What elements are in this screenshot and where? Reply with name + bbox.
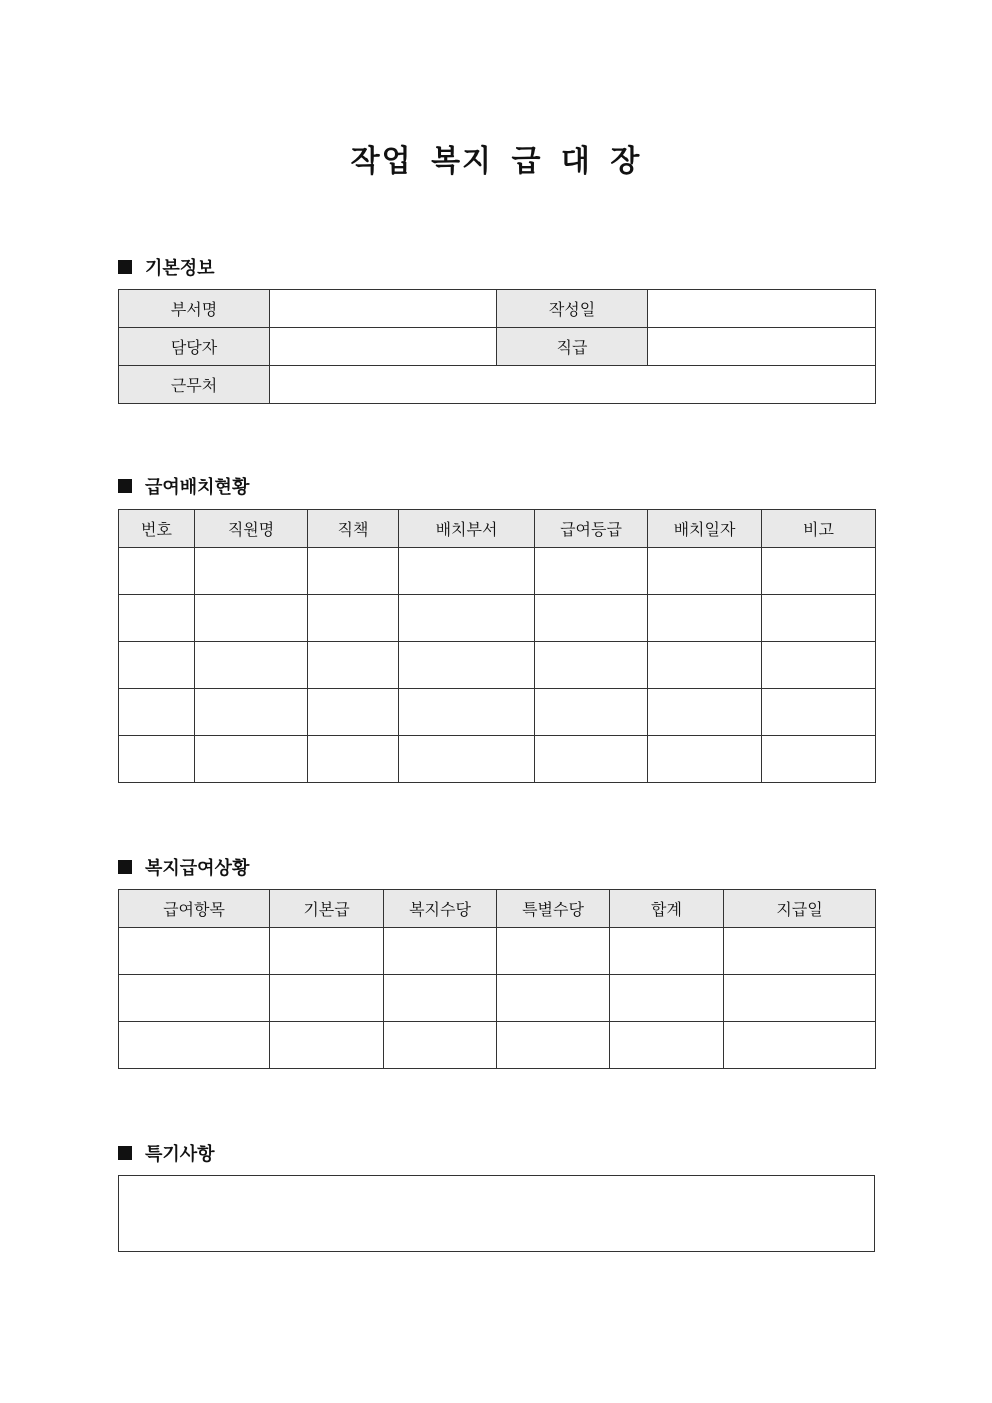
welfare-pay-heading-text: 복지급여상황 bbox=[145, 858, 250, 879]
table-cell[interactable] bbox=[308, 548, 399, 595]
basic-info-heading-text: 기본정보 bbox=[145, 258, 215, 279]
table-cell[interactable] bbox=[762, 548, 876, 595]
table-row bbox=[119, 595, 876, 642]
table-cell[interactable] bbox=[119, 1022, 270, 1069]
remarks-heading-text: 특기사항 bbox=[145, 1144, 215, 1165]
table-cell[interactable] bbox=[762, 736, 876, 783]
table-cell[interactable] bbox=[762, 642, 876, 689]
table-cell[interactable] bbox=[648, 736, 762, 783]
table-cell[interactable] bbox=[119, 642, 195, 689]
column-header: 배치일자 bbox=[648, 510, 762, 548]
table-cell[interactable] bbox=[535, 595, 648, 642]
assignment-table bbox=[118, 509, 876, 783]
table-cell[interactable] bbox=[535, 689, 648, 736]
column-header: 복지수당 bbox=[384, 890, 497, 928]
table-cell[interactable] bbox=[610, 975, 724, 1022]
workplace-field[interactable] bbox=[270, 366, 876, 404]
date-written-field[interactable] bbox=[648, 290, 876, 328]
table-cell[interactable] bbox=[535, 548, 648, 595]
table-cell[interactable] bbox=[399, 548, 535, 595]
table-cell[interactable] bbox=[497, 1022, 610, 1069]
table-row bbox=[119, 689, 876, 736]
basic-info-heading bbox=[118, 254, 215, 280]
table-cell[interactable] bbox=[384, 928, 497, 975]
table-cell[interactable] bbox=[724, 1022, 876, 1069]
table-cell[interactable] bbox=[610, 1022, 724, 1069]
table-cell[interactable] bbox=[119, 975, 270, 1022]
square-bullet-icon bbox=[118, 860, 132, 874]
table-cell[interactable] bbox=[119, 928, 270, 975]
column-header: 급여항목 bbox=[119, 890, 270, 928]
table-cell[interactable] bbox=[648, 548, 762, 595]
table-cell[interactable] bbox=[270, 1022, 384, 1069]
table-cell[interactable] bbox=[119, 689, 195, 736]
column-header: 직원명 bbox=[195, 510, 308, 548]
table-cell[interactable] bbox=[195, 595, 308, 642]
rank-label: 직급 bbox=[497, 328, 648, 366]
table-cell[interactable] bbox=[195, 548, 308, 595]
manager-label: 담당자 bbox=[119, 328, 270, 366]
column-header: 합계 bbox=[610, 890, 724, 928]
rank-field[interactable] bbox=[648, 328, 876, 366]
table-cell[interactable] bbox=[308, 736, 399, 783]
table-cell[interactable] bbox=[384, 975, 497, 1022]
welfare-pay-heading bbox=[118, 854, 249, 880]
column-header: 급여등급 bbox=[535, 510, 648, 548]
column-header: 지급일 bbox=[724, 890, 876, 928]
header-row bbox=[119, 890, 876, 928]
table-cell[interactable] bbox=[648, 642, 762, 689]
table-cell[interactable] bbox=[648, 689, 762, 736]
column-header: 특별수당 bbox=[497, 890, 610, 928]
assignment-heading-text: 급여배치현황 bbox=[145, 477, 250, 498]
table-cell[interactable] bbox=[270, 928, 384, 975]
table-row bbox=[119, 642, 876, 689]
remarks-box[interactable] bbox=[118, 1175, 875, 1252]
table-cell[interactable] bbox=[270, 975, 384, 1022]
table-cell[interactable] bbox=[399, 689, 535, 736]
table-row bbox=[119, 975, 876, 1022]
table-cell[interactable] bbox=[119, 736, 195, 783]
table-cell[interactable] bbox=[195, 736, 308, 783]
department-field[interactable] bbox=[270, 290, 497, 328]
table-cell[interactable] bbox=[399, 642, 535, 689]
remarks-heading bbox=[118, 1140, 215, 1166]
table-cell[interactable] bbox=[399, 736, 535, 783]
table-cell[interactable] bbox=[308, 689, 399, 736]
workplace-label: 근무처 bbox=[119, 366, 270, 404]
table-row bbox=[119, 736, 876, 783]
square-bullet-icon bbox=[118, 479, 132, 493]
column-header: 직책 bbox=[308, 510, 399, 548]
square-bullet-icon bbox=[118, 1146, 132, 1160]
basic-info-table bbox=[118, 289, 876, 404]
table-row bbox=[119, 928, 876, 975]
column-header: 배치부서 bbox=[399, 510, 535, 548]
table-row bbox=[119, 1022, 876, 1069]
table-cell[interactable] bbox=[195, 642, 308, 689]
table-row bbox=[119, 290, 876, 328]
table-cell[interactable] bbox=[762, 689, 876, 736]
table-cell[interactable] bbox=[384, 1022, 497, 1069]
table-cell[interactable] bbox=[119, 548, 195, 595]
table-cell[interactable] bbox=[724, 928, 876, 975]
table-cell[interactable] bbox=[308, 595, 399, 642]
table-cell[interactable] bbox=[610, 928, 724, 975]
table-cell[interactable] bbox=[195, 689, 308, 736]
table-cell[interactable] bbox=[308, 642, 399, 689]
table-cell[interactable] bbox=[535, 642, 648, 689]
assignment-heading bbox=[118, 473, 249, 499]
date-written-label: 작성일 bbox=[497, 290, 648, 328]
table-row bbox=[119, 548, 876, 595]
column-header: 비고 bbox=[762, 510, 876, 548]
table-cell[interactable] bbox=[762, 595, 876, 642]
column-header: 기본급 bbox=[270, 890, 384, 928]
table-cell[interactable] bbox=[497, 975, 610, 1022]
table-cell[interactable] bbox=[535, 736, 648, 783]
square-bullet-icon bbox=[118, 260, 132, 274]
table-cell[interactable] bbox=[119, 595, 195, 642]
table-cell[interactable] bbox=[497, 928, 610, 975]
column-header: 번호 bbox=[119, 510, 195, 548]
table-row bbox=[119, 328, 876, 366]
document-title: 작업 복지 급 대 장 bbox=[350, 144, 642, 179]
department-label: 부서명 bbox=[119, 290, 270, 328]
table-cell[interactable] bbox=[648, 595, 762, 642]
manager-field[interactable] bbox=[270, 328, 497, 366]
header-row bbox=[119, 510, 876, 548]
table-row bbox=[119, 366, 876, 404]
table-cell[interactable] bbox=[724, 975, 876, 1022]
table-cell[interactable] bbox=[399, 595, 535, 642]
welfare-pay-table bbox=[118, 889, 876, 1069]
